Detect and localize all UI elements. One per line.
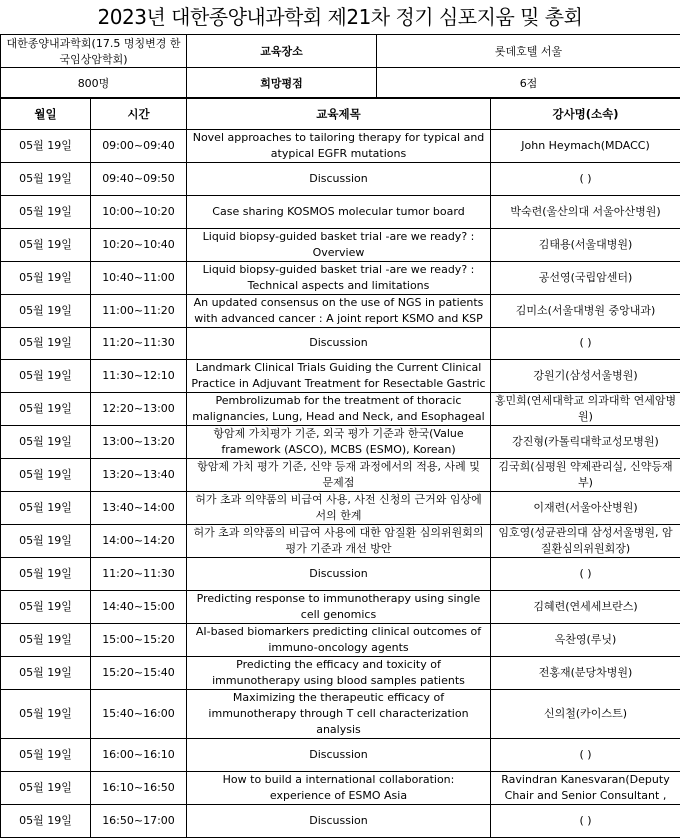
schedule-table [0,98,680,838]
session-date: 05월 19일 [1,771,91,804]
session-date: 05월 19일 [1,492,91,525]
session-speaker: 김태용(서울대병원) [491,228,680,261]
table-row [1,591,680,624]
table-row [1,657,680,690]
table-row [1,327,680,360]
session-speaker: 홍민희(연세대학교 의과대학 연세암병원) [491,393,680,426]
session-speaker: 이재련(서울아산병원) [491,492,680,525]
table-row [1,492,680,525]
session-topic: Pembrolizumab for the treatment of thoracic malignancies, Lung, Head and Neck, and Esophageal [187,393,491,426]
score-label: 희망평점 [187,68,377,98]
session-date: 05월 19일 [1,657,91,690]
session-time: 10:00~10:20 [91,195,187,228]
session-speaker: 김국희(심평원 약제관리실, 신약등재부) [491,459,680,492]
session-topic: 항암제 가치평가 기준, 외국 평가 기준과 한국(Value framework (ASCO), MCBS (ESMO), Korean) [187,426,491,459]
session-date: 05월 19일 [1,327,91,360]
session-date: 05월 19일 [1,360,91,393]
session-topic: Liquid biopsy-guided basket trial -are we ready? : Overview [187,228,491,261]
session-date: 05월 19일 [1,261,91,294]
document-title: 2023년 대한종양내과학회 제21차 정기 심포지움 및 총회 [0,0,680,34]
table-row [1,195,680,228]
schedule-header-row [1,99,680,130]
venue-value: 롯데호텔 서울 [377,35,680,68]
session-topic: 항암제 가치 평가 기준, 신약 등재 과정에서의 적용, 사례 및 문제점 [187,459,491,492]
session-date: 05월 19일 [1,393,91,426]
session-date: 05월 19일 [1,525,91,558]
session-topic: 허가 초과 의약품의 비급여 사용, 사전 신청의 근거와 임상에서의 한계 [187,492,491,525]
session-time: 11:00~11:20 [91,294,187,327]
session-topic: Discussion [187,804,491,837]
session-time: 13:40~14:00 [91,492,187,525]
table-row [1,228,680,261]
session-date: 05월 19일 [1,130,91,163]
session-time: 16:10~16:50 [91,771,187,804]
session-date: 05월 19일 [1,591,91,624]
table-row [1,393,680,426]
table-row [1,261,680,294]
session-time: 16:50~17:00 [91,804,187,837]
session-topic: 허가 초과 의약품의 비급여 사용에 대한 암질환 심의위원회의 평가 기준과 개선 방안 [187,525,491,558]
header-time: 시간 [91,99,187,130]
session-time: 09:00~09:40 [91,130,187,163]
info-row-score [1,68,680,98]
table-row [1,771,680,804]
schedule-body [1,130,680,838]
session-time: 12:20~13:00 [91,393,187,426]
session-date: 05월 19일 [1,426,91,459]
session-speaker: ( ) [491,558,680,591]
session-time: 14:40~15:00 [91,591,187,624]
session-time: 13:20~13:40 [91,459,187,492]
session-time: 11:20~11:30 [91,327,187,360]
session-time: 15:40~16:00 [91,690,187,739]
header-speaker: 강사명(소속) [491,99,680,130]
session-date: 05월 19일 [1,294,91,327]
session-date: 05월 19일 [1,195,91,228]
table-row [1,294,680,327]
session-speaker: 김미소(서울대병원 중앙내과) [491,294,680,327]
session-speaker: 신의철(카이스트) [491,690,680,739]
table-row [1,163,680,196]
session-topic: Landmark Clinical Trials Guiding the Current Clinical Practice in Adjuvant Treatment for Resectable Gastric [187,360,491,393]
session-date: 05월 19일 [1,558,91,591]
session-date: 05월 19일 [1,739,91,772]
table-row [1,426,680,459]
society-name: 대한종양내과학회(17.5 명칭변경 한국임상암학회) [1,35,187,68]
table-row [1,690,680,739]
session-time: 09:40~09:50 [91,163,187,196]
session-speaker: 공선영(국립암센터) [491,261,680,294]
session-topic: How to build a international collaboration: experience of ESMO Asia [187,771,491,804]
attendees-value: 800명 [1,68,187,98]
table-row [1,804,680,837]
session-speaker: 옥찬영(루닛) [491,624,680,657]
session-date: 05월 19일 [1,690,91,739]
session-topic: An updated consensus on the use of NGS in patients with advanced cancer : A joint report KSMO and KSP [187,294,491,327]
session-topic: Liquid biopsy-guided basket trial -are we ready? : Technical aspects and limitations [187,261,491,294]
session-topic: Discussion [187,558,491,591]
session-time: 15:00~15:20 [91,624,187,657]
session-speaker: ( ) [491,163,680,196]
session-topic: Discussion [187,163,491,196]
session-topic: AI-based biomarkers predicting clinical outcomes of immuno-oncology agents [187,624,491,657]
session-time: 15:20~15:40 [91,657,187,690]
session-topic: Maximizing the therapeutic efficacy of immunotherapy through T cell characterization analysis [187,690,491,739]
session-topic: Predicting the efficacy and toxicity of immunotherapy using blood samples patients [187,657,491,690]
session-topic: Discussion [187,327,491,360]
session-speaker: ( ) [491,327,680,360]
session-topic: Discussion [187,739,491,772]
table-row [1,558,680,591]
header-date: 월일 [1,99,91,130]
session-topic: Predicting response to immunotherapy using single cell genomics [187,591,491,624]
table-row [1,459,680,492]
session-date: 05월 19일 [1,804,91,837]
info-table [0,34,680,98]
session-time: 11:30~12:10 [91,360,187,393]
session-speaker: John Heymach(MDACC) [491,130,680,163]
session-speaker: 강진형(카톨릭대학교성모병원) [491,426,680,459]
table-row [1,130,680,163]
session-speaker: 강원기(삼성서울병원) [491,360,680,393]
info-row-venue [1,35,680,68]
table-row [1,360,680,393]
session-topic: Novel approaches to tailoring therapy for typical and atypical EGFR mutations [187,130,491,163]
session-time: 10:40~11:00 [91,261,187,294]
session-date: 05월 19일 [1,459,91,492]
session-speaker: 김혜련(연세세브란스) [491,591,680,624]
session-time: 16:00~16:10 [91,739,187,772]
session-date: 05월 19일 [1,228,91,261]
session-date: 05월 19일 [1,624,91,657]
table-row [1,739,680,772]
session-time: 13:00~13:20 [91,426,187,459]
session-time: 11:20~11:30 [91,558,187,591]
session-speaker: 박숙련(울산의대 서울아산병원) [491,195,680,228]
header-topic: 교육제목 [187,99,491,130]
session-speaker: ( ) [491,804,680,837]
session-speaker: 임호영(성균관의대 삼성서울병원, 암질환심의위원회장) [491,525,680,558]
session-speaker: 전홍재(분당차병원) [491,657,680,690]
session-speaker: ( ) [491,739,680,772]
session-date: 05월 19일 [1,163,91,196]
session-topic: Case sharing KOSMOS molecular tumor board [187,195,491,228]
table-row [1,624,680,657]
table-row [1,525,680,558]
venue-label: 교육장소 [187,35,377,68]
session-time: 10:20~10:40 [91,228,187,261]
score-value: 6점 [377,68,680,98]
session-time: 14:00~14:20 [91,525,187,558]
session-speaker: Ravindran Kanesvaran(Deputy Chair and Senior Consultant , [491,771,680,804]
